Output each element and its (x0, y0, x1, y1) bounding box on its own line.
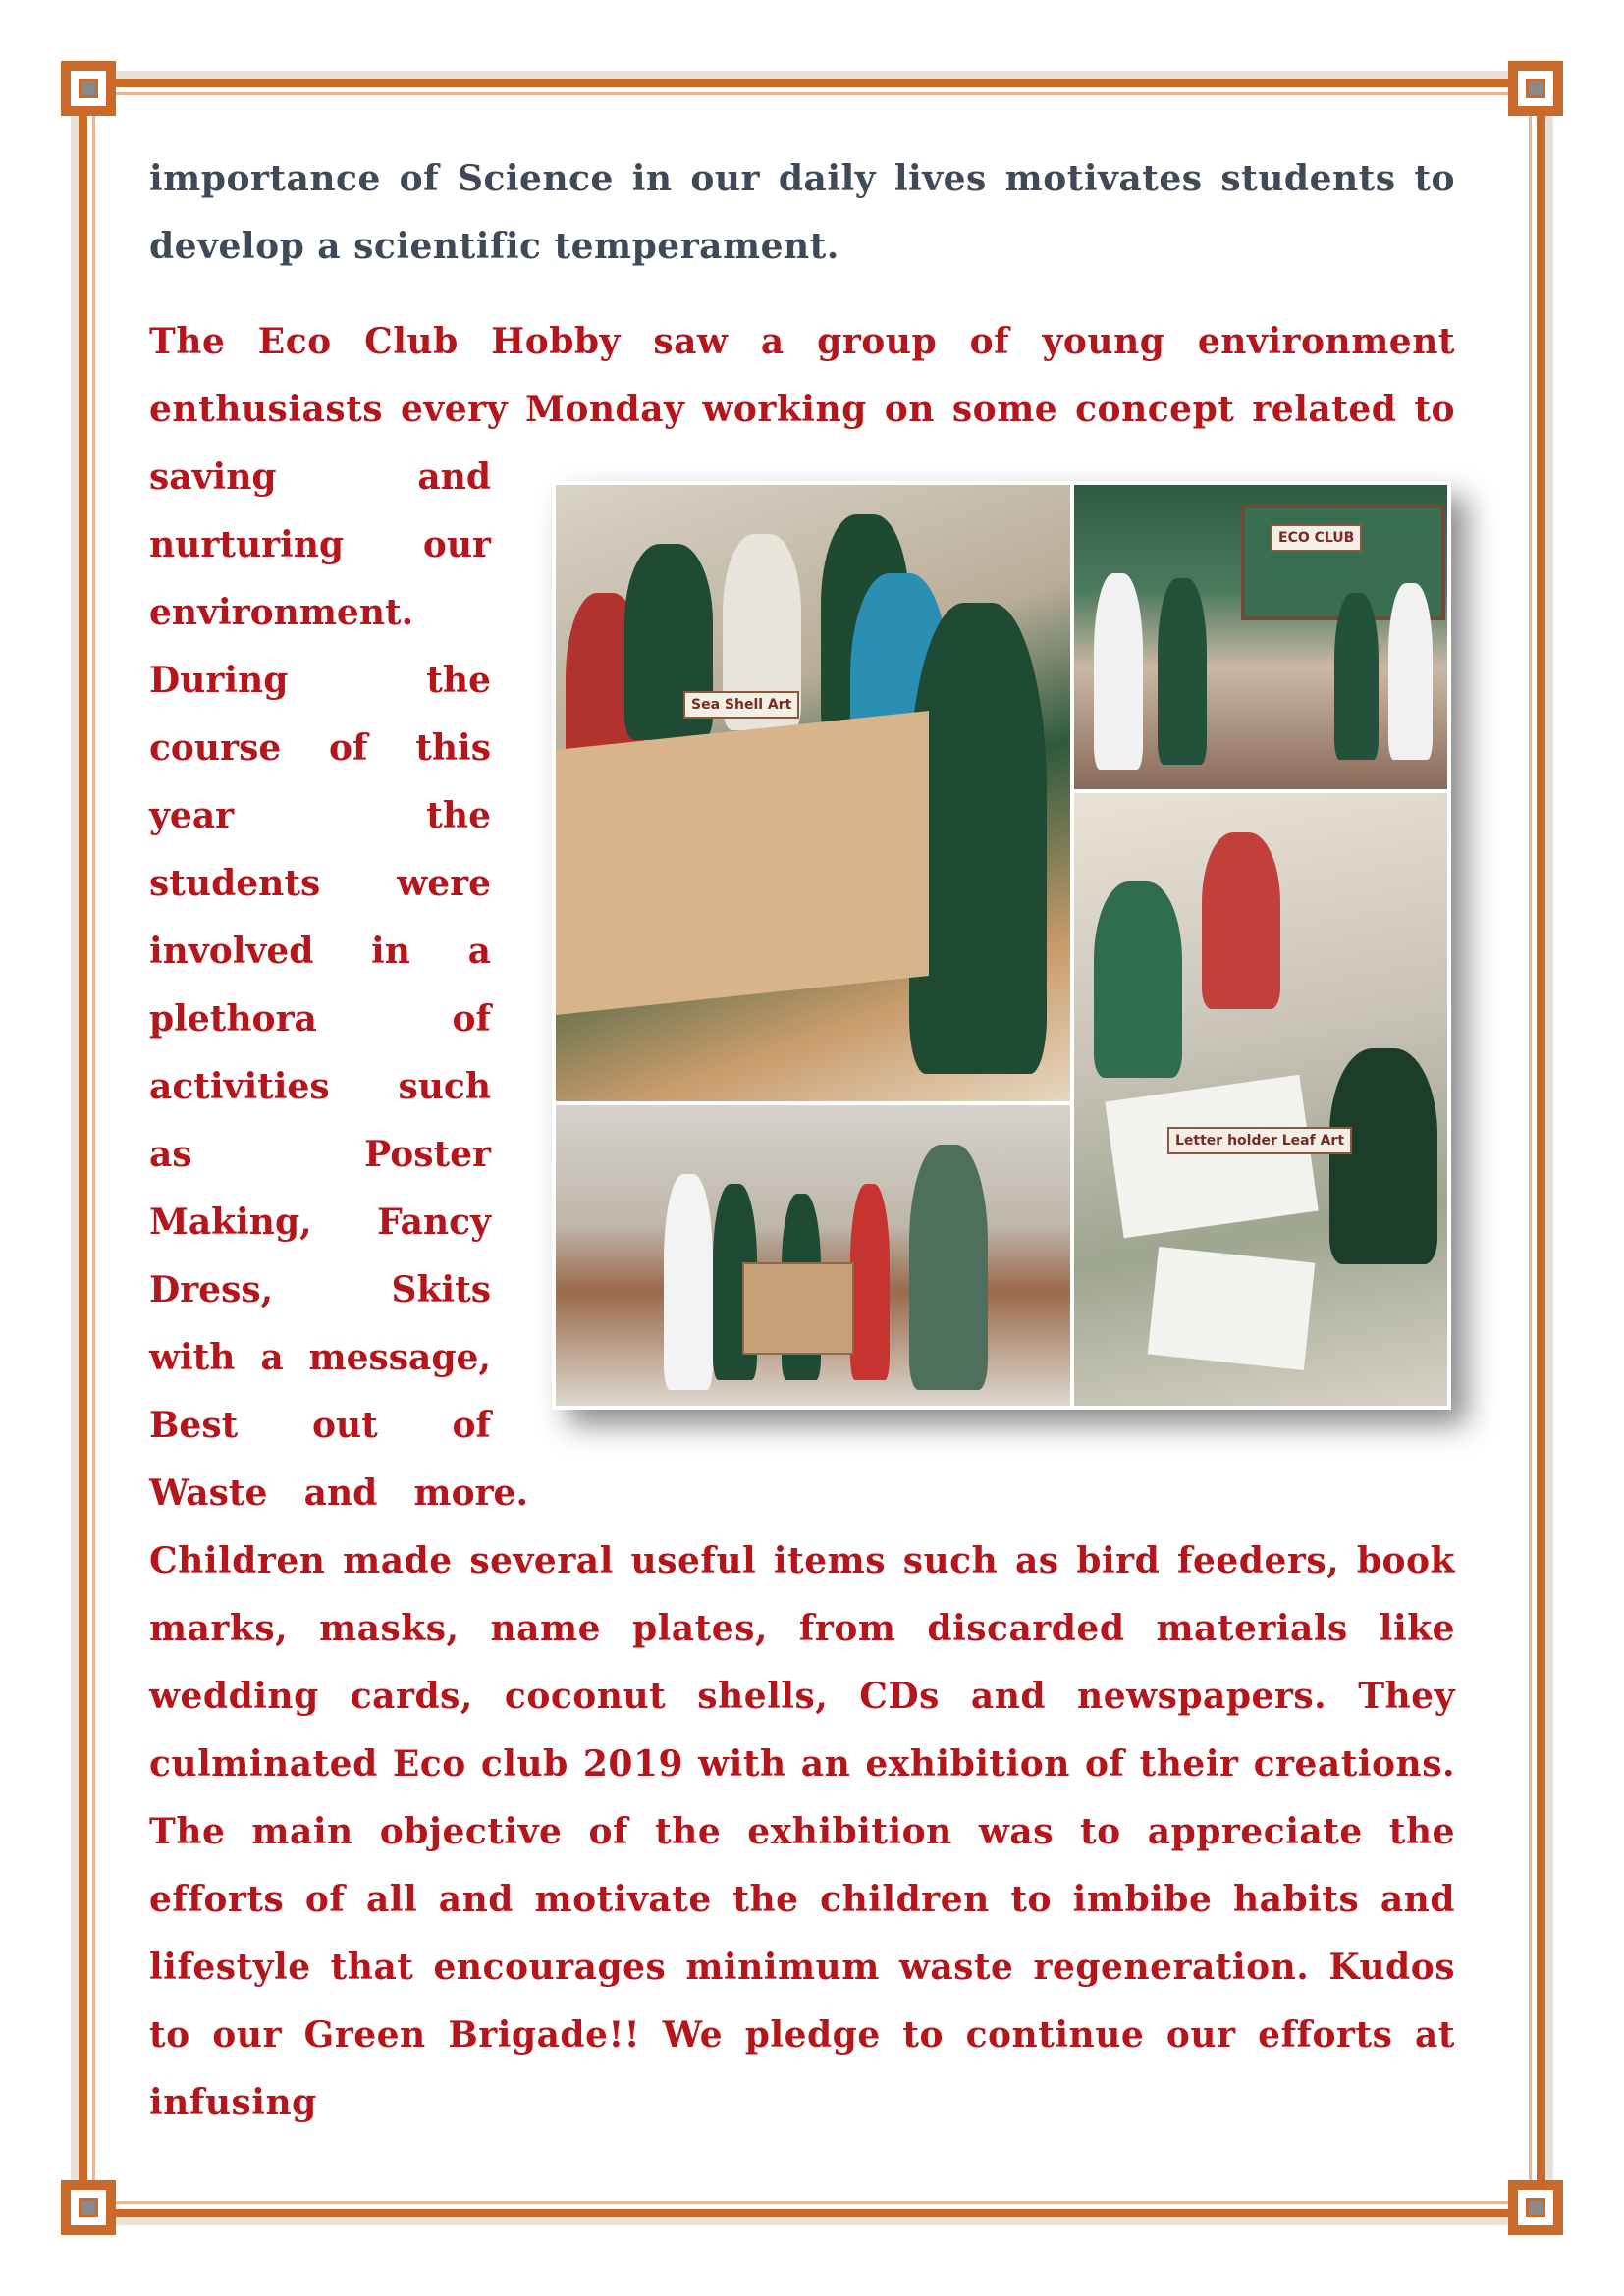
corner-ornament (61, 2180, 116, 2235)
narrow-line: Dress, Skits (149, 1269, 491, 1310)
narrow-line: saving and (149, 456, 491, 498)
photo-eco-club-presentation (1074, 485, 1447, 789)
photo-sea-shell-art-exhibit (556, 485, 1070, 1101)
corner-ornament (1508, 2180, 1563, 2235)
narrow-line: During the (149, 660, 491, 701)
narrow-line: activities such (149, 1066, 491, 1107)
narrow-line: course of this (149, 727, 491, 769)
eco-club-line-1: The Eco Club Hobby saw a group of young environment (149, 321, 1455, 362)
eco-club-narrow-column (149, 444, 528, 1527)
paragraph-exhibition: Children made several useful items such as bird feeders, book marks, masks, name plates, from discarded materials like wedding cards, coconut shells, CDs and newspapers. They culminated Eco club 2019 with an exhibition of their creations. The main objective of the exhibition was to appreciate the efforts of all and motivate the children to imbibe habits and lifestyle that encourages minimum waste regeneration. Kudos to our Green Brigade!! We pledge to continue our efforts at infusing (149, 1540, 1455, 2123)
eco-club-line-2: enthusiasts every Monday working on some concept related to (149, 389, 1455, 430)
narrow-line: year the (149, 795, 491, 836)
narrow-line: Making, Fancy (149, 1201, 491, 1243)
photo-eco-club-donation (556, 1105, 1070, 1406)
narrow-line: with a message, (149, 1337, 491, 1378)
sea-shell-art-sign: Sea Shell Art (683, 691, 799, 719)
narrow-line: environment. (149, 592, 414, 633)
narrow-line: involved in a (149, 931, 491, 972)
narrow-line: Best out of (149, 1405, 491, 1446)
eco-club-photo-collage (552, 481, 1451, 1410)
photo-leaf-art-activity (1074, 793, 1447, 1406)
corner-ornament (1508, 61, 1563, 116)
narrow-line: Waste and more. (149, 1472, 528, 1514)
letter-holder-sign: Letter holder Leaf Art (1167, 1127, 1352, 1154)
corner-ornament (61, 61, 116, 116)
narrow-line: plethora of (149, 998, 491, 1040)
eco-club-board-sign: ECO CLUB (1271, 524, 1362, 552)
narrow-line: as Poster (149, 1134, 491, 1175)
narrow-line: nurturing our (149, 524, 491, 565)
narrow-line: students were (149, 863, 491, 904)
paragraph-science: importance of Science in our daily lives motivates students to develop a scientific temperament. (149, 158, 1455, 267)
